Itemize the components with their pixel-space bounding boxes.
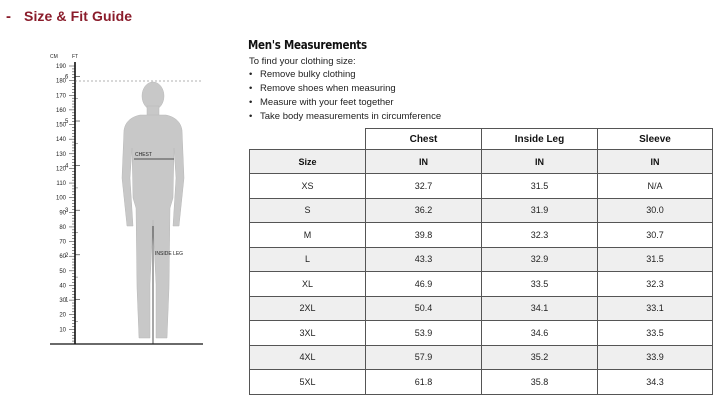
ft-tick-label: 2 xyxy=(65,252,69,259)
inside-leg-cell: 32.3 xyxy=(482,223,598,248)
cm-tick-label: 70 xyxy=(59,239,66,246)
section-title[interactable]: Size & Fit Guide xyxy=(24,8,133,24)
cm-tick-label: 130 xyxy=(55,151,66,158)
cm-tick-label: 90 xyxy=(59,210,66,217)
measurement-tip: • Remove shoes when measuring xyxy=(249,82,441,96)
size-cell: 2XL xyxy=(250,296,366,321)
size-cell: 3XL xyxy=(250,321,366,346)
inside-leg-cell: 31.9 xyxy=(482,198,598,223)
cm-tick-label: 10 xyxy=(59,327,66,334)
size-cell: 4XL xyxy=(250,345,366,370)
size-fit-header[interactable] xyxy=(6,7,132,25)
sleeve-cell: 32.3 xyxy=(598,272,713,297)
cm-tick-label: 190 xyxy=(55,64,66,70)
table-row xyxy=(250,272,713,297)
unit-chest: IN xyxy=(366,150,482,174)
cm-tick-label: 50 xyxy=(59,268,66,275)
chest-cell: 43.3 xyxy=(366,247,482,272)
sleeve-cell: 31.5 xyxy=(598,247,713,272)
measurement-illustration xyxy=(28,48,238,348)
inside-leg-cell: 34.1 xyxy=(482,296,598,321)
inside-leg-cell: 32.9 xyxy=(482,247,598,272)
table-unit-row xyxy=(250,150,713,174)
ft-scale xyxy=(65,74,80,321)
table-row xyxy=(250,370,713,395)
unit-inside-leg: IN xyxy=(482,150,598,174)
cm-tick-label: 60 xyxy=(59,254,66,261)
measurement-tip: • Take body measurements in circumference xyxy=(249,110,441,124)
table-row xyxy=(250,174,713,199)
table-row xyxy=(250,198,713,223)
header-inside-leg: Inside Leg xyxy=(482,129,598,150)
chest-cell: 36.2 xyxy=(366,198,482,223)
sleeve-cell: 33.1 xyxy=(598,296,713,321)
sleeve-cell: 33.9 xyxy=(598,345,713,370)
inside-leg-label: INSIDE LEG xyxy=(155,251,184,257)
ft-tick-label: 5 xyxy=(65,119,69,126)
minus-icon[interactable]: - xyxy=(6,7,11,25)
inside-leg-cell: 31.5 xyxy=(482,174,598,199)
header-chest: Chest xyxy=(366,129,482,150)
table-row xyxy=(250,345,713,370)
sleeve-cell: N/A xyxy=(598,174,713,199)
cm-tick-label: 150 xyxy=(55,122,66,129)
body-measurement-figure xyxy=(28,48,238,348)
cm-unit-label: CM xyxy=(50,54,58,60)
sleeve-cell: 30.0 xyxy=(598,198,713,223)
cm-tick-label: 140 xyxy=(55,137,66,144)
table-row xyxy=(250,321,713,346)
table-row xyxy=(250,296,713,321)
header-sleeve: Sleeve xyxy=(598,129,713,150)
inside-leg-cell: 33.5 xyxy=(482,272,598,297)
measurements-title: Men's Measurements xyxy=(248,38,367,52)
table-header-row xyxy=(250,129,713,150)
cm-tick-label: 40 xyxy=(59,283,66,290)
table-row xyxy=(250,247,713,272)
measurement-tip: • Measure with your feet together xyxy=(249,96,441,110)
measurements-intro: To find your clothing size: xyxy=(249,56,356,67)
size-cell: S xyxy=(250,198,366,223)
chest-cell: 53.9 xyxy=(366,321,482,346)
chest-label: CHEST xyxy=(135,152,152,158)
cm-tick-label: 110 xyxy=(56,181,66,188)
chest-cell: 50.4 xyxy=(366,296,482,321)
size-cell: 5XL xyxy=(250,370,366,395)
cm-tick-label: 20 xyxy=(59,312,66,319)
chest-cell: 57.9 xyxy=(366,345,482,370)
sleeve-cell: 33.5 xyxy=(598,321,713,346)
measurement-tip: • Remove bulky clothing xyxy=(249,68,441,82)
cm-tick-label: 180 xyxy=(55,78,66,85)
cm-tick-label: 120 xyxy=(55,166,66,173)
chest-cell: 61.8 xyxy=(366,370,482,395)
ft-unit-label: FT xyxy=(72,54,79,60)
cm-tick-label: 100 xyxy=(55,195,66,202)
size-cell: XS xyxy=(250,174,366,199)
size-cell: M xyxy=(250,223,366,248)
size-chart-table xyxy=(249,128,713,395)
inside-leg-cell: 35.8 xyxy=(482,370,598,395)
table-row xyxy=(250,223,713,248)
sleeve-cell: 30.7 xyxy=(598,223,713,248)
inside-leg-cell: 34.6 xyxy=(482,321,598,346)
cm-tick-label: 170 xyxy=(55,93,66,100)
chest-cell: 39.8 xyxy=(366,223,482,248)
chest-cell: 46.9 xyxy=(366,272,482,297)
size-cell: L xyxy=(250,247,366,272)
ft-tick-label: 6 xyxy=(65,74,69,81)
cm-tick-label: 80 xyxy=(59,224,66,231)
unit-sleeve: IN xyxy=(598,150,713,174)
ft-tick-label: 3 xyxy=(65,208,69,215)
ft-tick-label: 4 xyxy=(65,163,69,170)
cm-tick-label: 160 xyxy=(55,107,66,114)
measurement-tips-list xyxy=(249,68,441,124)
inside-leg-cell: 35.2 xyxy=(482,345,598,370)
size-cell: XL xyxy=(250,272,366,297)
chest-cell: 32.7 xyxy=(366,174,482,199)
header-size: Size xyxy=(250,150,366,174)
ft-tick-label: 1 xyxy=(65,297,69,304)
table-header-blank xyxy=(250,129,366,150)
sleeve-cell: 34.3 xyxy=(598,370,713,395)
cm-tick-label: 30 xyxy=(59,298,66,305)
